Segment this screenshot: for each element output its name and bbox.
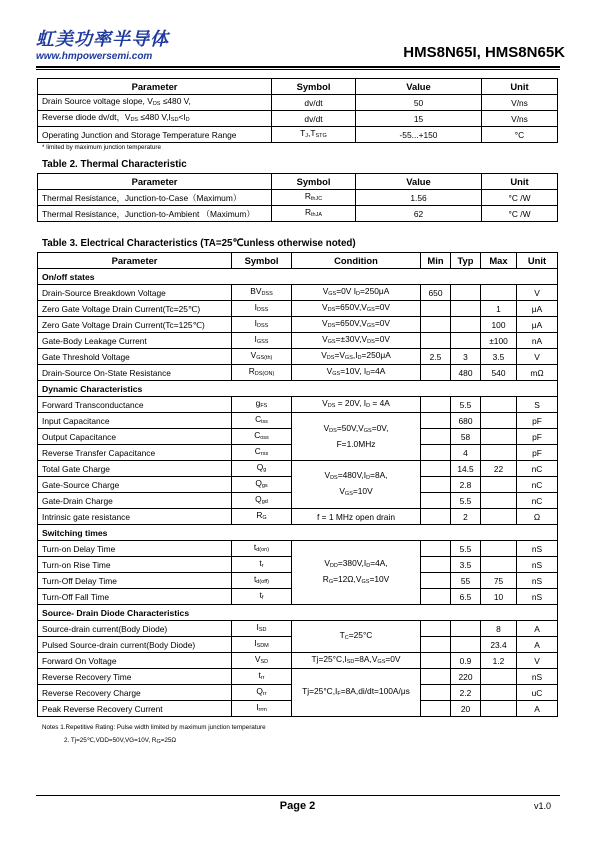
unit-cell: °C /W (482, 206, 558, 222)
unit-cell: nC (517, 461, 558, 477)
section-title: On/off states (38, 269, 558, 285)
table-row (38, 127, 558, 143)
electrical-table-header (38, 253, 558, 269)
condition-cell: $V_{GS}=10V$, $I_D=4A$ (292, 365, 421, 381)
typ-cell (451, 317, 481, 333)
unit-cell: °C (482, 127, 558, 143)
symbol-cell: $T_J,T_{STG}$ (272, 127, 356, 143)
table-row (38, 285, 558, 301)
typ-cell: 5.5 (451, 541, 481, 557)
symbol-cell: $R_G$ (232, 509, 292, 525)
symbol-cell: dv/dt (272, 95, 356, 111)
min-cell (421, 573, 451, 589)
min-cell (421, 317, 451, 333)
symbol-cell: $R_{thJC}$ (272, 190, 356, 206)
min-cell (421, 477, 451, 493)
max-cell (481, 557, 517, 573)
table-row (38, 509, 558, 525)
parameter-cell: Output Capacitance (38, 429, 232, 445)
section-row (38, 269, 558, 285)
max-cell (481, 493, 517, 509)
typ-cell (451, 637, 481, 653)
min-cell (421, 333, 451, 349)
parameter-cell: Intrinsic gate resistance (38, 509, 232, 525)
typ-cell: 4 (451, 445, 481, 461)
parameter-cell: Thermal Resistance，Junction-to-Case（Maximum） (38, 190, 272, 206)
column-header: Unit (482, 79, 558, 95)
footer-rule (36, 795, 560, 796)
parameter-cell: Reverse Recovery Charge (38, 685, 232, 701)
table3-caption: Table 3. Electrical Characteristics (TA=25℃unless otherwise noted) (42, 238, 356, 249)
max-cell: 75 (481, 573, 517, 589)
thermal-table (37, 173, 558, 222)
max-cell (481, 445, 517, 461)
min-cell (421, 429, 451, 445)
section-title: Source- Drain Diode Characteristics (38, 605, 558, 621)
symbol-cell: $V_{SD}$ (232, 653, 292, 669)
parameter-cell: Thermal Resistance，Junction-to-Ambient （Maximum） (38, 206, 272, 222)
max-cell: 10 (481, 589, 517, 605)
table3-note-1: Notes 1.Repetitive Rating: Pulse width limited by maximum junction temperature (42, 724, 266, 731)
page-number: Page 2 (279, 800, 316, 812)
max-cell (481, 685, 517, 701)
unit-cell: V (517, 349, 558, 365)
typ-cell: 55 (451, 573, 481, 589)
typ-cell: 3.5 (451, 557, 481, 573)
unit-cell: μA (517, 301, 558, 317)
min-cell (421, 541, 451, 557)
max-cell: ±100 (481, 333, 517, 349)
symbol-cell: $t_{d(off)}$ (232, 573, 292, 589)
section-row (38, 525, 558, 541)
unit-cell: nC (517, 493, 558, 509)
parameter-cell: Drain-Source Breakdown Voltage (38, 285, 232, 301)
min-cell (421, 413, 451, 429)
max-cell (481, 701, 517, 717)
value-cell: 1.56 (356, 190, 482, 206)
min-cell (421, 589, 451, 605)
table3-note-2: 2. Tj=25℃,VDD=50V,VG=10V, $R_G=25\Omega$ (64, 737, 177, 745)
company-logo (36, 30, 169, 63)
column-header: Symbol (232, 253, 292, 269)
typ-cell: 5.5 (451, 397, 481, 413)
min-cell (421, 301, 451, 317)
unit-cell: °C /W (482, 190, 558, 206)
unit-cell: V (517, 285, 558, 301)
parameter-cell: Gate Threshold Voltage (38, 349, 232, 365)
unit-cell: V/ns (482, 95, 558, 111)
max-cell (481, 541, 517, 557)
symbol-cell: $t_{d(on)}$ (232, 541, 292, 557)
symbol-cell: $C_{iss}$ (232, 413, 292, 429)
min-cell (421, 509, 451, 525)
symbol-cell: $I_{DSS}$ (232, 301, 292, 317)
min-cell (421, 557, 451, 573)
electrical-table (37, 252, 558, 717)
table-row (38, 653, 558, 669)
typ-cell: 6.5 (451, 589, 481, 605)
column-header: Symbol (272, 79, 356, 95)
column-header: Parameter (38, 79, 272, 95)
typ-cell: 220 (451, 669, 481, 685)
unit-cell: V/ns (482, 111, 558, 127)
unit-cell: mΩ (517, 365, 558, 381)
condition-cell: $V_{DD}=380V,I_D=4A$, $R_G=12\Omega,V_{GS}=10V$ (292, 541, 421, 605)
symbol-cell: $Q_{rr}$ (232, 685, 292, 701)
table-row (38, 301, 558, 317)
unit-cell: V (517, 653, 558, 669)
condition-cell: $V_{GS}=\pm 30V,V_{DS}=0V$ (292, 333, 421, 349)
max-cell: 1.2 (481, 653, 517, 669)
parameter-cell: Turn-on Delay Time (38, 541, 232, 557)
typ-cell: 14.5 (451, 461, 481, 477)
table1-note: * limited by maximum junction temperature (42, 144, 161, 151)
max-cell (481, 477, 517, 493)
section-row (38, 381, 558, 397)
max-cell (481, 509, 517, 525)
max-cell (481, 397, 517, 413)
symbol-cell: $I_{GSS}$ (232, 333, 292, 349)
typ-cell: 2.8 (451, 477, 481, 493)
symbol-cell: $C_{rss}$ (232, 445, 292, 461)
symbol-cell: $t_{rr}$ (232, 669, 292, 685)
unit-cell: nA (517, 333, 558, 349)
symbol-cell: $g_{FS}$ (232, 397, 292, 413)
parameter-cell: Turn-Off Fall Time (38, 589, 232, 605)
condition-cell: $V_{DS}=480V,I_D=8A$, $V_{GS}=10V$ (292, 461, 421, 509)
symbol-cell: $R_{thJA}$ (272, 206, 356, 222)
symbol-cell: $t_f$ (232, 589, 292, 605)
column-header: Typ (451, 253, 481, 269)
typ-cell: 20 (451, 701, 481, 717)
min-cell (421, 493, 451, 509)
unit-cell: pF (517, 413, 558, 429)
column-header: Value (356, 174, 482, 190)
column-header: Value (356, 79, 482, 95)
max-cell (481, 429, 517, 445)
symbol-cell: $I_{SD}$ (232, 621, 292, 637)
symbol-cell: dv/dt (272, 111, 356, 127)
value-cell: 62 (356, 206, 482, 222)
typ-cell (451, 285, 481, 301)
unit-cell: Ω (517, 509, 558, 525)
column-header: Max (481, 253, 517, 269)
section-title: Switching times (38, 525, 558, 541)
symbol-cell: $R_{DS(ON)}$ (232, 365, 292, 381)
min-cell (421, 669, 451, 685)
min-cell (421, 685, 451, 701)
condition-cell: $V_{DS}=650V,V_{GS}=0V$ (292, 317, 421, 333)
max-cell (481, 669, 517, 685)
unit-cell: μA (517, 317, 558, 333)
max-cell: 1 (481, 301, 517, 317)
section-row (38, 605, 558, 621)
ratings-table-header (38, 79, 558, 95)
condition-cell: $Tj=25^\circ C,I_F=8A,di/dt=100A/\mu s$ (292, 669, 421, 717)
table-row (38, 669, 558, 685)
min-cell: 650 (421, 285, 451, 301)
unit-cell: pF (517, 445, 558, 461)
parameter-cell: Forward Transconductance (38, 397, 232, 413)
typ-cell: 5.5 (451, 493, 481, 509)
condition-cell: $Tj=25^\circ C,I_{SD}=8A,V_{GS}=0V$ (292, 653, 421, 669)
unit-cell: nS (517, 589, 558, 605)
value-cell: 50 (356, 95, 482, 111)
min-cell (421, 701, 451, 717)
typ-cell: 2 (451, 509, 481, 525)
parameter-cell: Gate-Body Leakage Current (38, 333, 232, 349)
max-cell: 8 (481, 621, 517, 637)
symbol-cell: $BV_{DSS}$ (232, 285, 292, 301)
min-cell (421, 445, 451, 461)
parameter-cell: Drain-Source On-State Resistance (38, 365, 232, 381)
typ-cell: 680 (451, 413, 481, 429)
symbol-cell: $t_r$ (232, 557, 292, 573)
part-number: HMS8N65I, HMS8N65K (403, 44, 565, 61)
typ-cell: 0.9 (451, 653, 481, 669)
parameter-cell: Reverse Transfer Capacitance (38, 445, 232, 461)
typ-cell: 58 (451, 429, 481, 445)
unit-cell: A (517, 621, 558, 637)
condition-cell: $V_{DS} = 20V$, $I_D = 4A$ (292, 397, 421, 413)
condition-cell: $V_{GS}=0V$ $I_D=250\mu A$ (292, 285, 421, 301)
table-row (38, 111, 558, 127)
unit-cell: nS (517, 557, 558, 573)
table2-caption: Table 2. Thermal Characteristic (42, 159, 187, 170)
table-row (38, 541, 558, 557)
parameter-cell: Turn-Off Delay Time (38, 573, 232, 589)
condition-cell: $V_{DS}=650V,V_{GS}=0V$ (292, 301, 421, 317)
parameter-cell: Gate-Source Charge (38, 477, 232, 493)
unit-cell: uC (517, 685, 558, 701)
min-cell (421, 365, 451, 381)
table-row (38, 349, 558, 365)
table-row (38, 621, 558, 637)
typ-cell (451, 333, 481, 349)
table-row (38, 397, 558, 413)
max-cell: 100 (481, 317, 517, 333)
parameter-cell: Zero Gate Voltage Drain Current(Tc=25℃) (38, 301, 232, 317)
symbol-cell: $V_{GS(th)}$ (232, 349, 292, 365)
parameter-cell: Peak Reverse Recovery Current (38, 701, 232, 717)
column-header: Min (421, 253, 451, 269)
column-header: Unit (482, 174, 558, 190)
max-cell (481, 413, 517, 429)
value-cell: 15 (356, 111, 482, 127)
typ-cell: 3 (451, 349, 481, 365)
typ-cell: 2.2 (451, 685, 481, 701)
unit-cell: S (517, 397, 558, 413)
parameter-cell: Input Capacitance (38, 413, 232, 429)
parameter-cell: Drain Source voltage slope, $V_{DS} \le 480$ V, (38, 95, 272, 111)
unit-cell: A (517, 637, 558, 653)
table-row (38, 206, 558, 222)
parameter-cell: Total Gate Charge (38, 461, 232, 477)
parameter-cell: Reverse diode dv/dt，$V_{DS} \le 480$ $V,I_{SD}<I_D$ (38, 111, 272, 127)
min-cell: 2.5 (421, 349, 451, 365)
typ-cell (451, 621, 481, 637)
table-row (38, 413, 558, 429)
thermal-table-header (38, 174, 558, 190)
min-cell (421, 637, 451, 653)
max-cell: 23.4 (481, 637, 517, 653)
header-rule (36, 66, 560, 68)
condition-cell: $T_C=25^\circ C$ (292, 621, 421, 653)
parameter-cell: Forward On Voltage (38, 653, 232, 669)
section-title: Dynamic Characteristics (38, 381, 558, 397)
max-cell: 3.5 (481, 349, 517, 365)
condition-cell: f = 1 MHz open drain (292, 509, 421, 525)
symbol-cell: $Q_g$ (232, 461, 292, 477)
symbol-cell: $Q_{gs}$ (232, 477, 292, 493)
condition-cell: $V_{DS}=50V,V_{GS}=0V$, F=1.0MHz (292, 413, 421, 461)
max-cell (481, 285, 517, 301)
company-url[interactable]: www.hmpowersemi.com (36, 51, 153, 62)
unit-cell: nS (517, 541, 558, 557)
value-cell: -55...+150 (356, 127, 482, 143)
parameter-cell: Pulsed Source-drain current(Body Diode) (38, 637, 232, 653)
table-row (38, 365, 558, 381)
typ-cell: 480 (451, 365, 481, 381)
parameter-cell: Turn-on Rise Time (38, 557, 232, 573)
parameter-cell: Zero Gate Voltage Drain Current(Tc=125℃) (38, 317, 232, 333)
company-name-cn: 虹美功率半导体 (36, 29, 169, 50)
ratings-table (37, 78, 558, 143)
column-header: Unit (517, 253, 558, 269)
parameter-cell: Source-drain current(Body Diode) (38, 621, 232, 637)
unit-cell: A (517, 701, 558, 717)
min-cell (421, 397, 451, 413)
column-header: Parameter (38, 174, 272, 190)
max-cell: 540 (481, 365, 517, 381)
symbol-cell: $I_{DSS}$ (232, 317, 292, 333)
table-row (38, 95, 558, 111)
parameter-cell: Reverse Recovery Time (38, 669, 232, 685)
min-cell (421, 621, 451, 637)
symbol-cell: $C_{oss}$ (232, 429, 292, 445)
unit-cell: nS (517, 573, 558, 589)
version-label: v1.0 (533, 801, 551, 811)
min-cell (421, 653, 451, 669)
parameter-cell: Gate-Drain Charge (38, 493, 232, 509)
header-rule-thin (36, 69, 560, 70)
symbol-cell: $I_{SDM}$ (232, 637, 292, 653)
unit-cell: pF (517, 429, 558, 445)
column-header: Condition (292, 253, 421, 269)
typ-cell (451, 301, 481, 317)
unit-cell: nS (517, 669, 558, 685)
min-cell (421, 461, 451, 477)
max-cell: 22 (481, 461, 517, 477)
symbol-cell: $Q_{gd}$ (232, 493, 292, 509)
column-header: Parameter (38, 253, 232, 269)
table-row (38, 317, 558, 333)
symbol-cell: $I_{rrm}$ (232, 701, 292, 717)
parameter-cell: Operating Junction and Storage Temperature Range (38, 127, 272, 143)
unit-cell: nC (517, 477, 558, 493)
table-row (38, 333, 558, 349)
table-row (38, 461, 558, 477)
condition-cell: $V_{DS}=V_{GS},I_D=250\mu A$ (292, 349, 421, 365)
column-header: Symbol (272, 174, 356, 190)
table-row (38, 190, 558, 206)
